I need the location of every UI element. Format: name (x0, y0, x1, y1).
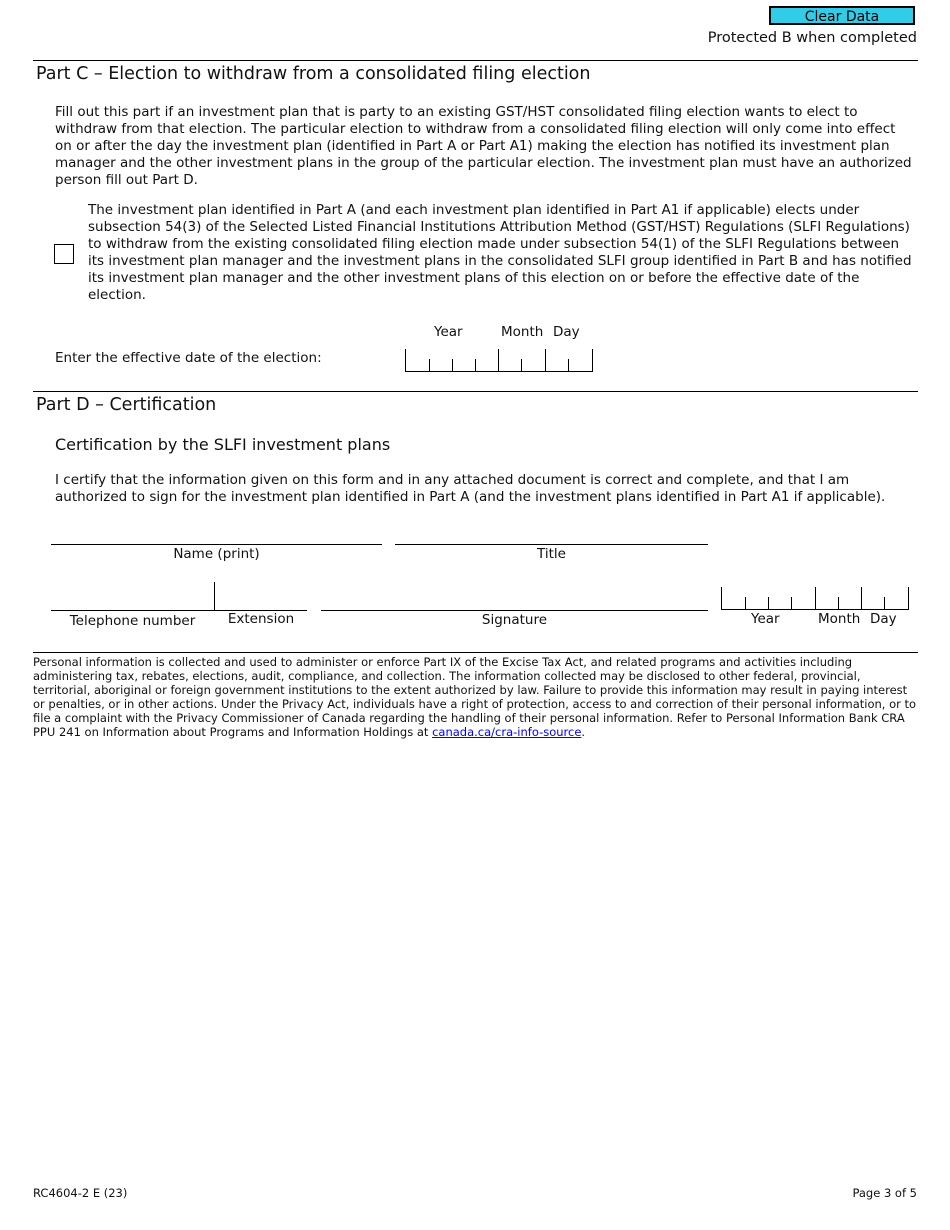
name-print-field[interactable] (51, 544, 382, 545)
privacy-text: Personal information is collected and used to administer or enforce Part IX of the Excise Tax Act, and related programs and activities including administering tax, rebates, elections, audit, compliance, and collection. The information collected may be disclosed to other federal, provincial, territorial, aboriginal or foreign government institutions to the extent authorized by law. Failure to provide this information may result in paying interest or penalties, or in other actions. Under the Privacy Act, individuals have a right of protection, access to and correction of their personal information, or to file a complaint with the Privacy Commissioner of Canada regarding the handling of their personal information. Refer to Personal Information Bank CRA PPU 241 on Information about Programs and Information Holdings at (33, 655, 917, 739)
telephone-label: Telephone number (69, 613, 196, 629)
extension-divider (214, 582, 215, 610)
withdraw-election-checkbox[interactable] (54, 244, 74, 264)
certification-statement: I certify that the information given on this form and in any attached document is correct and complete, and that I am authorized to sign for the investment plan identified in Part A (and the investment plans identified in Part A1 if applicable). (55, 472, 886, 505)
effective-date-month-label: Month (501, 324, 544, 340)
effective-date-day-label: Day (553, 324, 580, 340)
title-label: Title (537, 546, 566, 562)
extension-label: Extension (227, 611, 295, 627)
signature-field[interactable] (321, 610, 708, 611)
signature-date-day-label: Day (870, 611, 897, 627)
signature-date-field[interactable] (721, 587, 909, 610)
signature-date-month-label: Month (818, 611, 861, 627)
privacy-end: . (581, 725, 586, 739)
part-c-intro: Fill out this part if an investment plan that is party to an existing GST/HST consolidated filing election wants to elect to withdraw from that election. The particular election to withdraw from a consolidated filing election will only come into effect on or after the day the investment plan (identified in Part A or Part A1) making the election has notified its investment plan manager and the other investment plans in the group of the particular election. The investment plan must have an authorized person fill out Part D. (55, 104, 912, 188)
signature-date-year-label: Year (751, 611, 780, 627)
signature-label: Signature (481, 612, 548, 628)
effective-date-field[interactable] (405, 349, 593, 372)
privacy-notice (33, 655, 918, 739)
part-c-title: Part C – Election to withdraw from a consolidated filing election (36, 64, 591, 84)
part-d-divider (33, 391, 918, 392)
withdraw-election-text: The investment plan identified in Part A (and each investment plan identified in Part A1 if applicable) elects under subsection 54(3) of the Selected Listed Financial Institutions Attribution Method (GST/HST) Regulations (SLFI Regulations) to withdraw from the existing consolidated filing election made under subsection 54(1) of the SLFI Regulations between its investment plan manager and the investment plans in the consolidated SLFI group identified in Part B and has notified its investment plan manager and the other investment plans of this election on or before the effective date of the election. (88, 202, 912, 303)
part-d-title: Part D – Certification (36, 395, 217, 415)
privacy-divider (33, 652, 918, 653)
page-number: Page 3 of 5 (852, 1186, 917, 1200)
title-field[interactable] (395, 544, 708, 545)
clear-data-button[interactable]: Clear Data (769, 6, 915, 25)
certification-subtitle: Certification by the SLFI investment plans (55, 435, 391, 454)
name-print-label: Name (print) (173, 546, 260, 562)
protected-b-notice: Protected B when completed (707, 30, 917, 46)
effective-date-label: Enter the effective date of the election: (55, 350, 322, 366)
part-c-divider (33, 60, 918, 61)
form-identifier: RC4604-2 E (23) (33, 1186, 128, 1200)
cra-info-source-link[interactable]: canada.ca/cra-info-source (432, 725, 582, 739)
effective-date-year-label: Year (434, 324, 463, 340)
